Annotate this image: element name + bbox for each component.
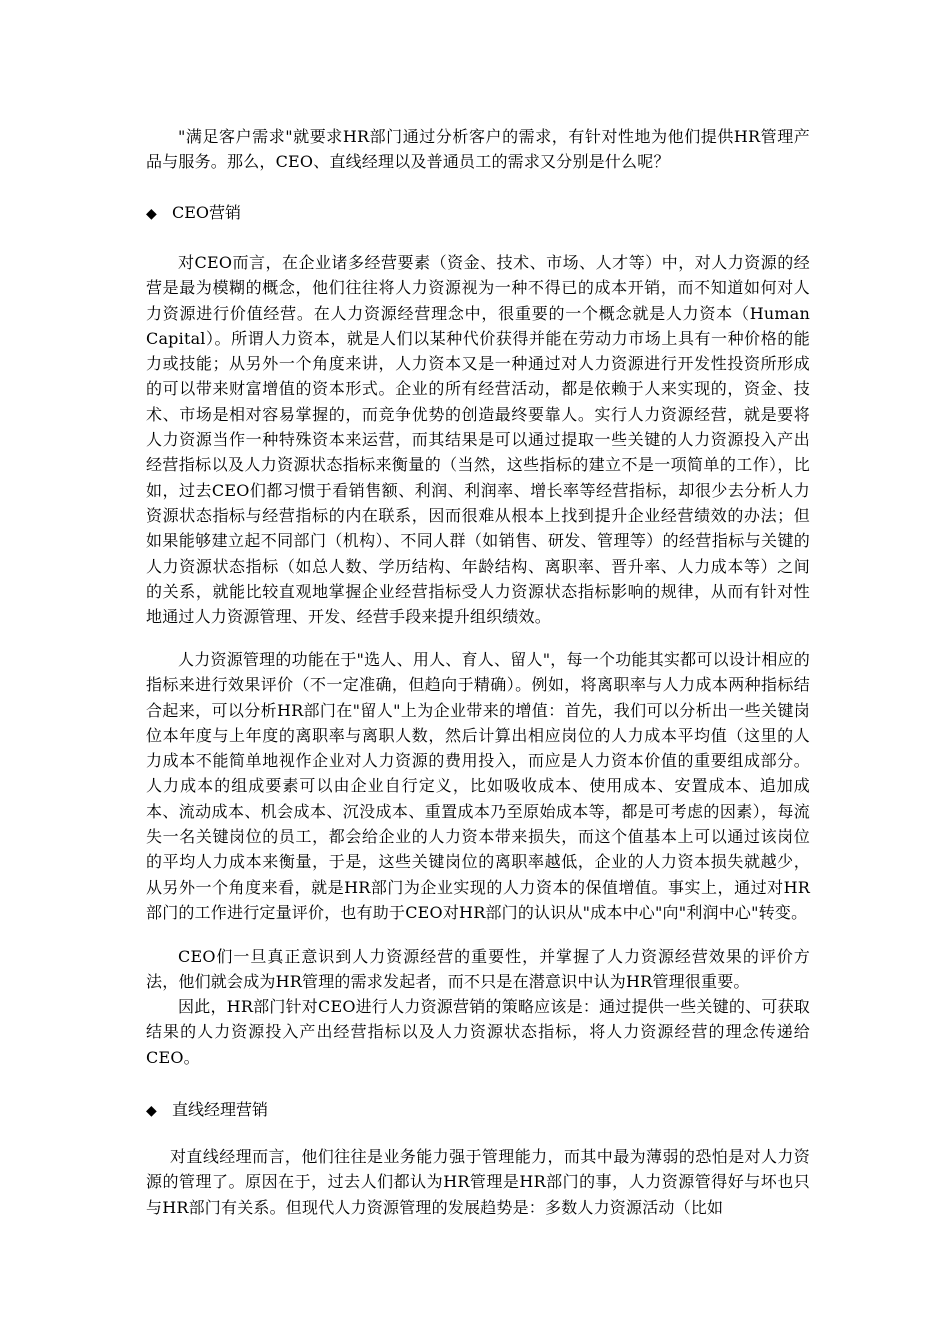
- ceo-paragraph-3: CEO们一旦真正意识到人力资源经营的重要性，并掌握了人力资源经营效果的评价方法，他们就会成为HR管理的需求发起者，而不只是在潜意识中认为HR管理很重要。: [146, 947, 810, 992]
- intro-paragraph: "满足客户需求"就要求HR部门通过分析客户的需求，有针对性地为他们提供HR管理产品与服务。那么，CEO、直线经理以及普通员工的需求又分别是什么呢？: [146, 127, 810, 172]
- heading-ceo-marketing: [146, 200, 241, 227]
- heading-manager-label: 直线经理营销: [172, 1100, 269, 1119]
- heading-ceo-label: CEO营销: [172, 203, 242, 222]
- heading-manager-marketing: [146, 1097, 268, 1124]
- ceo-paragraph-2: 人力资源管理的功能在于"选人、用人、育人、留人"，每一个功能其实都可以设计相应的指标来进行效果评价（不一定准确，但趋向于精确）。例如，将离职率与人力成本两种指标结合起来，可以分析HR部门在"留人"上为企业带来的增值：首先，我们可以分析出一些关键岗位本年度与上年度的离职率与离职人数，然后计算出相应岗位的人力成本平均值（这里的人力成本不能简单地视作企业对人力资源的费用投入，而应是人力资本价值的重要组成部分。人力成本的组成要素可以由企业自行定义，比如吸收成本、使用成本、安置成本、追加成本、流动成本、机会成本、沉没成本、重置成本乃至原始成本等，都是可考虑的因素），每流失一名关键岗位的员工，都会给企业的人力资本带来损失，而这个值基本上可以通过该岗位的平均人力成本来衡量，于是，这些关键岗位的离职率越低，企业的人力资本损失就越少，从另外一个角度来看，就是HR部门为企业实现的人力资本的保值增值。事实上，通过对HR部门的工作进行定量评价，也有助于CEO对HR部门的认识从"成本中心"向"利润中心"转变。: [146, 650, 810, 922]
- diamond-bullet-icon: ◆: [146, 1103, 157, 1119]
- diamond-bullet-icon: ◆: [146, 206, 157, 222]
- ceo-paragraph-4: 因此，HR部门针对CEO进行人力资源营销的策略应该是：通过提供一些关键的、可获取结果的人力资源投入产出经营指标以及人力资源状态指标，将人力资源经营的理念传递给CEO。: [146, 997, 810, 1067]
- manager-paragraph-1: 对直线经理而言，他们往往是业务能力强于管理能力，而其中最为薄弱的恐怕是对人力资源的管理了。原因在于，过去人们都认为HR管理是HR部门的事，人力资源管得好与坏也只与HR部门有关系。但现代人力资源管理的发展趋势是：多数人力资源活动（比如: [146, 1147, 810, 1217]
- ceo-paragraph-1: 对CEO而言，在企业诸多经营要素（资金、技术、市场、人才等）中，对人力资源的经营是最为模糊的概念，他们往往将人力资源视为一种不得已的成本开销，而不知道如何对人力资源进行价值经营。在人力资源经营理念中，很重要的一个概念就是人力资本（Human Capital）。所谓人力资本，就是人们以某种代价获得并能在劳动力市场上具有一种价格的能力或技能；从另外一个角度来讲，人力资本又是一种通过对人力资源进行开发性投资所形成的可以带来财富增值的资本形式。企业的所有经营活动，都是依赖于人来实现的，资金、技术、市场是相对容易掌握的，而竞争优势的创造最终要靠人。实行人力资源经营，就是要将人力资源当作一种特殊资本来运营，而其结果是可以通过提取一些关键的人力资源投入产出经营指标以及人力资源状态指标来衡量的（当然，这些指标的建立不是一项简单的工作），比如，过去CEO们都习惯于看销售额、利润、利润率、增长率等经营指标，却很少去分析人力资源状态指标与经营指标的内在联系，因而很难从根本上找到提升企业经营绩效的办法；但如果能够建立起不同部门（机构）、不同人群（如销售、研发、管理等）的经营指标与关键的人力资源状态指标（如总人数、学历结构、年龄结构、离职率、晋升率、人力成本等）之间的关系，就能比较直观地掌握企业经营指标受人力资源状态指标影响的规律，从而有针对性地通过人力资源管理、开发、经营手段来提升组织绩效。: [146, 253, 810, 627]
